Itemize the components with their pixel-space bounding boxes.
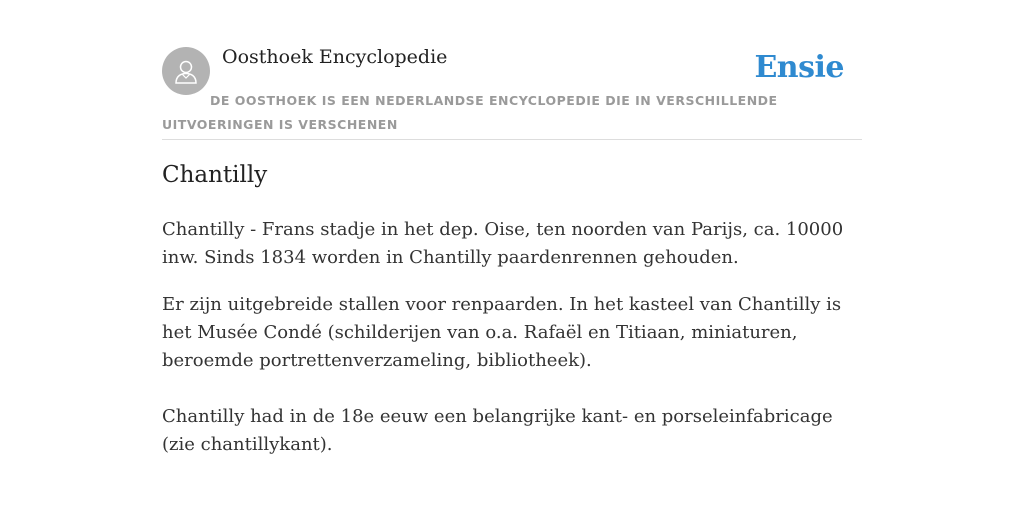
ensie-logo-link[interactable]: Ensie	[754, 50, 844, 85]
source-header	[162, 0, 862, 140]
page-container	[162, 0, 862, 455]
article-body	[162, 216, 862, 459]
source-avatar[interactable]	[162, 47, 210, 95]
article-paragraph-3: Chantilly had in de 18e eeuw een belangrijke kant- en porseleinfabricage (zie chantillykant).	[162, 406, 833, 455]
user-silhouette-icon	[171, 56, 201, 86]
source-tagline: DE OOSTHOEK IS EEN NEDERLANDSE ENCYCLOPEDIE DIE IN VERSCHILLENDE UITVOERINGEN IS VERSCHENEN	[162, 93, 778, 132]
article-title: Chantilly	[162, 162, 268, 188]
article-paragraph-1: Chantilly - Frans stadje in het dep. Oise, ten noorden van Parijs, ca. 10000 inw. Sinds 1834 worden in Chantilly paardenrennen gehouden.	[162, 219, 844, 268]
article-paragraph-2: Er zijn uitgebreide stallen voor renpaarden. In het kasteel van Chantilly is het Musée Condé (schilderijen van o.a. Rafaël en Titiaan, miniaturen, beroemde portrettenverzameling, bibliotheek).	[162, 294, 842, 371]
source-name-link[interactable]: Oosthoek Encyclopedie	[222, 46, 448, 68]
